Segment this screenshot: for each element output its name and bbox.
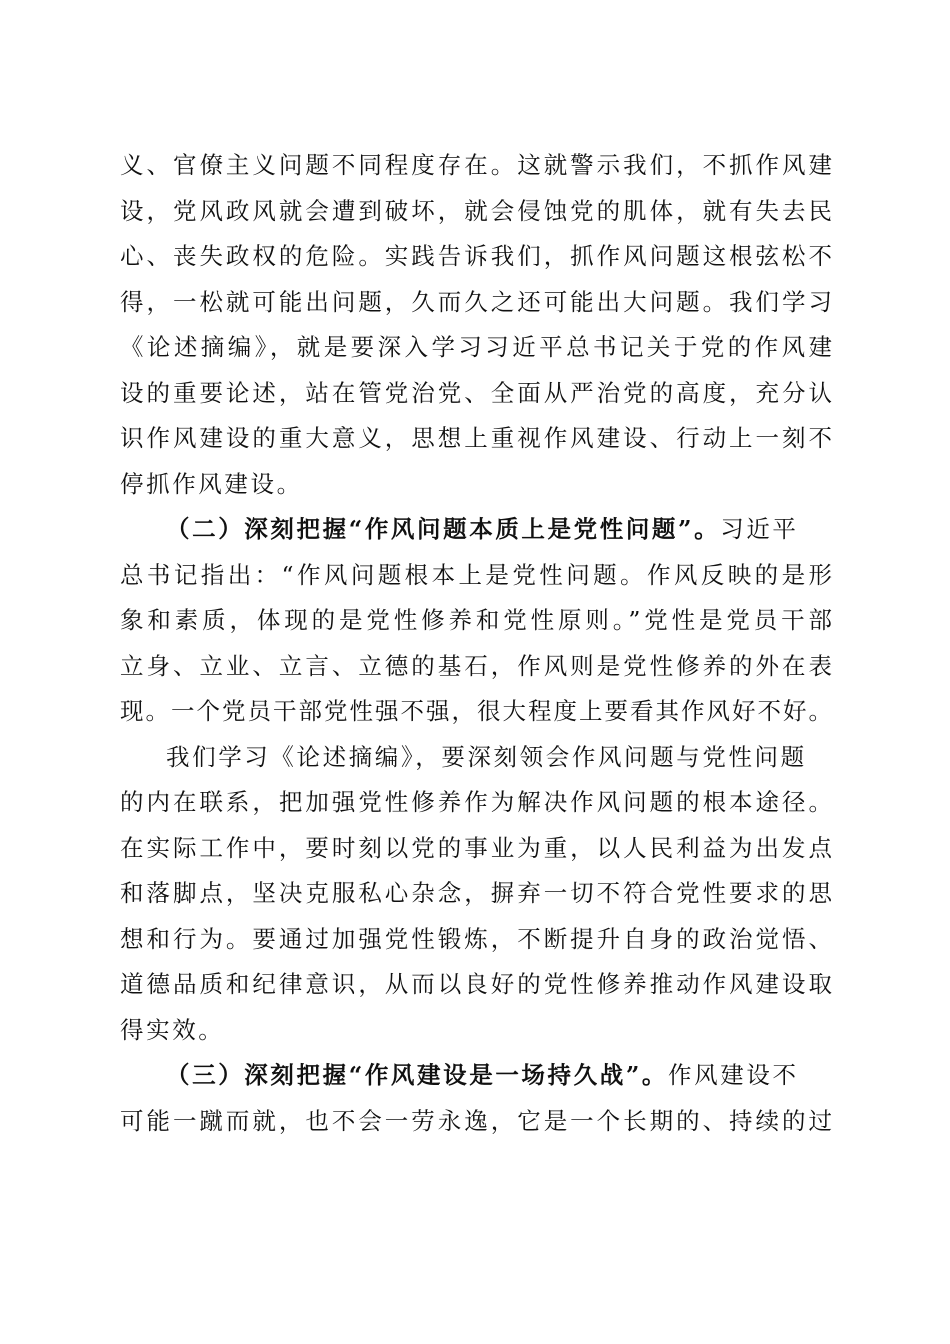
paragraph-1 [120, 143, 832, 507]
paragraph-2 [120, 507, 832, 735]
paragraph-line: 的内在联系，把加强党性修养作为解决作风问题的根本途径。 [120, 788, 832, 816]
paragraph-line: 识作风建设的重大意义，思想上重视作风建设、行动上一刻不 [120, 424, 832, 452]
paragraph-3 [120, 735, 832, 1054]
paragraph-line: 总书记指出：“作风问题根本上是党性问题。作风反映的是形 [120, 560, 832, 589]
paragraph-4 [120, 1053, 832, 1144]
paragraph-line: 道德品质和纪律意识，从而以良好的党性修养推动作风建设取 [120, 970, 832, 998]
paragraph-line: 和落脚点，坚决克服私心杂念，摒弃一切不符合党性要求的思 [120, 879, 832, 907]
section-heading-line [120, 507, 832, 553]
document-body [120, 143, 832, 1144]
heading-line-rest: 习近平 [720, 515, 799, 543]
paragraph-line: 象和素质，体现的是党性修养和党性原则。”党性是党员干部 [120, 606, 832, 634]
paragraph-line: 立身、立业、立言、立德的基石，作风则是党性修养的外在表 [120, 651, 832, 680]
paragraph-line: 可能一蹴而就，也不会一劳永逸，它是一个长期的、持续的过 [120, 1106, 832, 1135]
paragraph-line: 现。一个党员干部党性强不强，很大程度上要看其作风好不好。 [120, 697, 832, 725]
section-heading-line [120, 1053, 832, 1099]
paragraph-line: 设的重要论述，站在管党治党、全面从严治党的高度，充分认 [120, 378, 832, 407]
paragraph-line: 设，党风政风就会遭到破坏，就会侵蚀党的肌体，就有失去民 [120, 196, 832, 225]
heading-line-rest: 作风建设不 [668, 1061, 799, 1089]
section-heading: （三）深刻把握“作风建设是一场持久战”。 [166, 1061, 669, 1089]
paragraph-line: 心、丧失政权的危险。实践告诉我们，抓作风问题这根弦松不 [120, 242, 832, 270]
paragraph-line: 义、官僚主义问题不同程度存在。这就警示我们，不抓作风建 [120, 151, 832, 179]
paragraph-line: 得实效。 [120, 1015, 225, 1044]
paragraph-line: 停抓作风建设。 [120, 469, 303, 498]
paragraph-line: 我们学习《论述摘编》，要深刻领会作风问题与党性问题 [166, 742, 807, 771]
paragraph-line: 想和行为。要通过加强党性锻炼，不断提升自身的政治觉悟、 [120, 924, 832, 953]
paragraph-line: 《论述摘编》，就是要深入学习习近平总书记关于党的作风建 [120, 333, 832, 361]
paragraph-line: 得，一松就可能出问题，久而久之还可能出大问题。我们学习 [120, 287, 832, 316]
paragraph-line: 在实际工作中，要时刻以党的事业为重，以人民利益为出发点 [120, 833, 832, 862]
section-heading: （二）深刻把握“作风问题本质上是党性问题”。 [166, 515, 721, 543]
